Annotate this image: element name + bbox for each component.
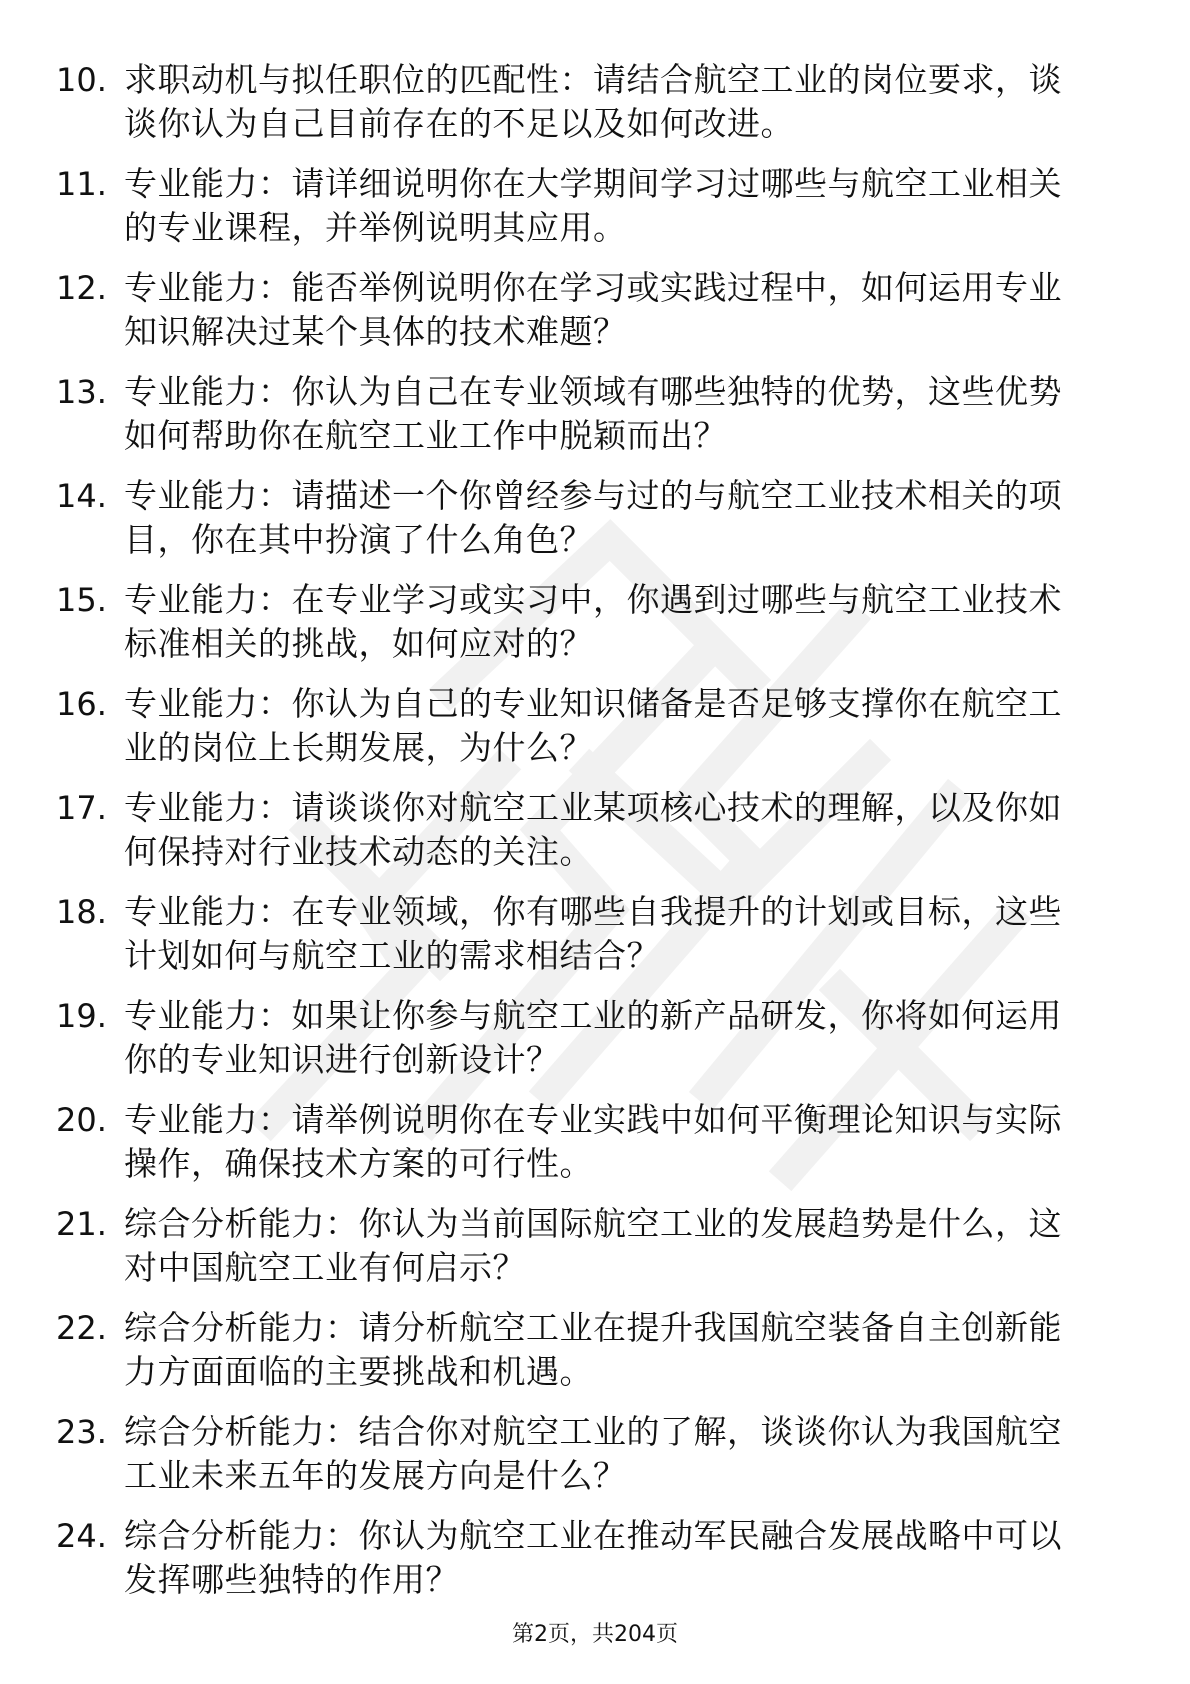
- question-text: [124, 58, 1104, 146]
- question-text: [124, 474, 1104, 562]
- question-line: 标准相关的挑战，如何应对的？: [124, 624, 593, 663]
- question-item: [0, 1192, 1190, 1296]
- question-text: [124, 786, 1104, 874]
- question-line: 专业能力：请描述一个你曾经参与过的与航空工业技术相关的项: [124, 476, 1062, 515]
- question-line: 专业能力：请谈谈你对航空工业某项核心技术的理解，以及你如: [124, 788, 1062, 827]
- question-item: [0, 568, 1190, 672]
- question-item: [0, 672, 1190, 776]
- question-item: [0, 256, 1190, 360]
- question-number: 17.: [56, 789, 107, 827]
- question-text: [124, 1306, 1104, 1394]
- question-line: 综合分析能力：你认为当前国际航空工业的发展趋势是什么，这: [124, 1204, 1062, 1243]
- question-item: [0, 1400, 1190, 1504]
- question-number: 22.: [56, 1309, 107, 1347]
- page-footer: 第2页，共204页: [512, 1622, 678, 1647]
- question-text: [124, 994, 1104, 1082]
- question-line: 专业能力：能否举例说明你在学习或实践过程中，如何运用专业: [124, 268, 1062, 307]
- question-number: 15.: [56, 581, 107, 619]
- question-number: 14.: [56, 477, 107, 515]
- question-text: [124, 162, 1104, 250]
- question-line: 专业能力：在专业学习或实习中，你遇到过哪些与航空工业技术: [124, 580, 1062, 619]
- question-item: [0, 880, 1190, 984]
- question-number: 16.: [56, 685, 107, 723]
- question-line: 专业能力：你认为自己在专业领域有哪些独特的优势，这些优势: [124, 372, 1062, 411]
- question-number: 18.: [56, 893, 107, 931]
- question-line: 目，你在其中扮演了什么角色？: [124, 520, 593, 559]
- question-line: 综合分析能力：结合你对航空工业的了解，谈谈你认为我国航空: [124, 1412, 1062, 1451]
- question-item: [0, 360, 1190, 464]
- question-text: [124, 1514, 1104, 1602]
- question-text: [124, 578, 1104, 666]
- question-line: 知识解决过某个具体的技术难题？: [124, 312, 627, 351]
- question-item: [0, 48, 1190, 152]
- question-text: [124, 1410, 1104, 1498]
- question-line: 计划如何与航空工业的需求相结合？: [124, 936, 660, 975]
- question-number: 13.: [56, 373, 107, 411]
- question-line: 专业能力：你认为自己的专业知识储备是否足够支撑你在航空工: [124, 684, 1062, 723]
- question-number: 19.: [56, 997, 107, 1035]
- question-text: [124, 370, 1104, 458]
- question-number: 23.: [56, 1413, 107, 1451]
- question-number: 24.: [56, 1517, 107, 1555]
- question-line: 专业能力：请详细说明你在大学期间学习过哪些与航空工业相关: [124, 164, 1062, 203]
- question-text: [124, 1098, 1104, 1186]
- question-line: 发挥哪些独特的作用？: [124, 1560, 459, 1599]
- question-line: 对中国航空工业有何启示？: [124, 1248, 526, 1287]
- question-line: 工业未来五年的发展方向是什么？: [124, 1456, 627, 1495]
- question-line: 专业能力：在专业领域，你有哪些自我提升的计划或目标，这些: [124, 892, 1062, 931]
- question-line: 专业能力：请举例说明你在专业实践中如何平衡理论知识与实际: [124, 1100, 1062, 1139]
- question-line: 谈你认为自己目前存在的不足以及如何改进。: [124, 104, 794, 143]
- question-line: 求职动机与拟任职位的匹配性：请结合航空工业的岗位要求，谈: [124, 60, 1062, 99]
- question-line: 的专业课程，并举例说明其应用。: [124, 208, 627, 247]
- question-item: [0, 152, 1190, 256]
- question-item: [0, 984, 1190, 1088]
- question-number: 20.: [56, 1101, 107, 1139]
- question-item: [0, 1088, 1190, 1192]
- question-line: 专业能力：如果让你参与航空工业的新产品研发，你将如何运用: [124, 996, 1062, 1035]
- question-text: [124, 890, 1104, 978]
- question-line: 综合分析能力：请分析航空工业在提升我国航空装备自主创新能: [124, 1308, 1062, 1347]
- question-line: 综合分析能力：你认为航空工业在推动军民融合发展战略中可以: [124, 1516, 1062, 1555]
- question-number: 12.: [56, 269, 107, 307]
- question-text: [124, 1202, 1104, 1290]
- question-line: 力方面面临的主要挑战和机遇。: [124, 1352, 593, 1391]
- question-item: [0, 1504, 1190, 1608]
- question-number: 10.: [56, 61, 107, 99]
- question-text: [124, 266, 1104, 354]
- question-line: 如何帮助你在航空工业工作中脱颖而出？: [124, 416, 727, 455]
- question-line: 操作，确保技术方案的可行性。: [124, 1144, 593, 1183]
- question-item: [0, 464, 1190, 568]
- question-number: 21.: [56, 1205, 107, 1243]
- question-text: [124, 682, 1104, 770]
- question-number: 11.: [56, 165, 107, 203]
- question-item: [0, 1296, 1190, 1400]
- question-line: 你的专业知识进行创新设计？: [124, 1040, 560, 1079]
- question-list: [0, 48, 1190, 1608]
- question-item: [0, 776, 1190, 880]
- question-line: 业的岗位上长期发展，为什么？: [124, 728, 593, 767]
- question-line: 何保持对行业技术动态的关注。: [124, 832, 593, 871]
